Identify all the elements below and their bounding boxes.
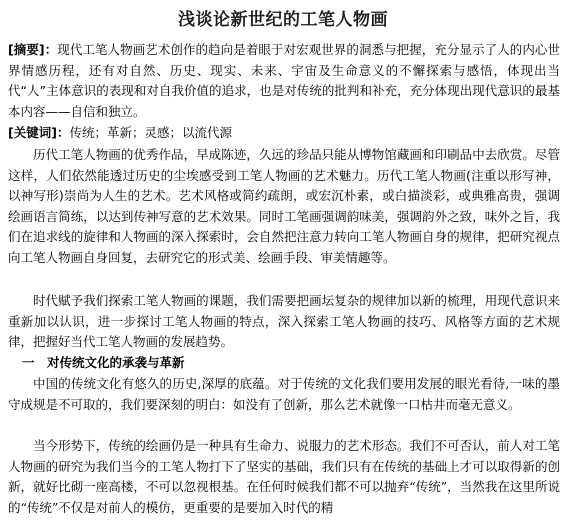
body-paragraph-2: 时代赋予我们探索工笔人物画的课题，我们需要把画坛复杂的规律加以新的梳理，用现代意识来重新加以认识，进一步探讨工笔人物画的特点，深入探索工笔人物画的技巧、风格等方面的艺术规律，把握好当代工笔人物画的发展趋势。 <box>8 293 560 349</box>
body-paragraph-1: 历代工笔人物画的优秀作品，早成陈迹，久远的珍品只能从博物馆藏画和印刷品中去欣赏。尽管这样，人们依然能透过历史的尘埃感受到工笔人物画的艺术魅力。历代工笔人物画(注重以形写神，以神写形)崇尚为人生的艺术。艺术风格或简约疏朗，或宏沉朴素，或白描淡彩，或典雅高贵，强调绘画语言简练，以达到传神写意的艺术效果。同时工笔画强调韵味美，强调韵外之致，味外之旨，我们在追求线的旋律和人物画的深入探索时，会自然把注意力转向工笔人物画自身的规律，把研究视点向工笔人物画自身回复，去研究它的形式美、绘画手段、审美情趣等。 <box>8 147 560 265</box>
keywords-line <box>8 123 560 144</box>
body-paragraph-3: 中国的传统文化有悠久的历史,深厚的底蕴。对于传统的文化我们要用发展的眼光看待,一味的墨守成规是不可取的，我们要深刻的明白：如没有了创新，那么艺术就像一口枯井而毫无意义。 <box>8 376 560 412</box>
keywords-text: 传统；革新；灵感；以流代源 <box>69 125 232 140</box>
body-paragraph-4: 当今形势下，传统的绘画仍是一种具有生命力、说服力的艺术形态。我们不可否认，前人对工笔人物画的研究为我们当今的工笔人物打下了坚实的基础，我们只有在传统的基础上才可以取得新的创新，就好比砌一座高楼，不可以忽视根基。在任何时候我们都不可以抛弃“传统”，当然我在这里所说的“传统”不仅是对前人的模仿，更重要的是要加入时代的精 <box>8 438 560 515</box>
section-heading-1: 一 对传统文化的承袭与革新 <box>22 355 185 370</box>
abstract-paragraph <box>8 40 560 122</box>
article-title: 浅谈论新世纪的工笔人物画 <box>178 10 388 30</box>
abstract-label: [摘要]： <box>8 42 58 57</box>
abstract-text: 现代工笔人物画艺术创作的趋向是着眼于对宏观世界的洞悉与把握，充分显示了人的内心世界情感历程，还有对自然、历史、现实、未来、宇宙及生命意义的不懈探索与感悟，体现出当代“人”主体意识的表现和对自我价值的追求，也是对传统的批判和补充，充分体现出现代意识的最基本内容——自信和独立。 <box>8 42 560 119</box>
keywords-label: [关键词]： <box>8 125 70 140</box>
